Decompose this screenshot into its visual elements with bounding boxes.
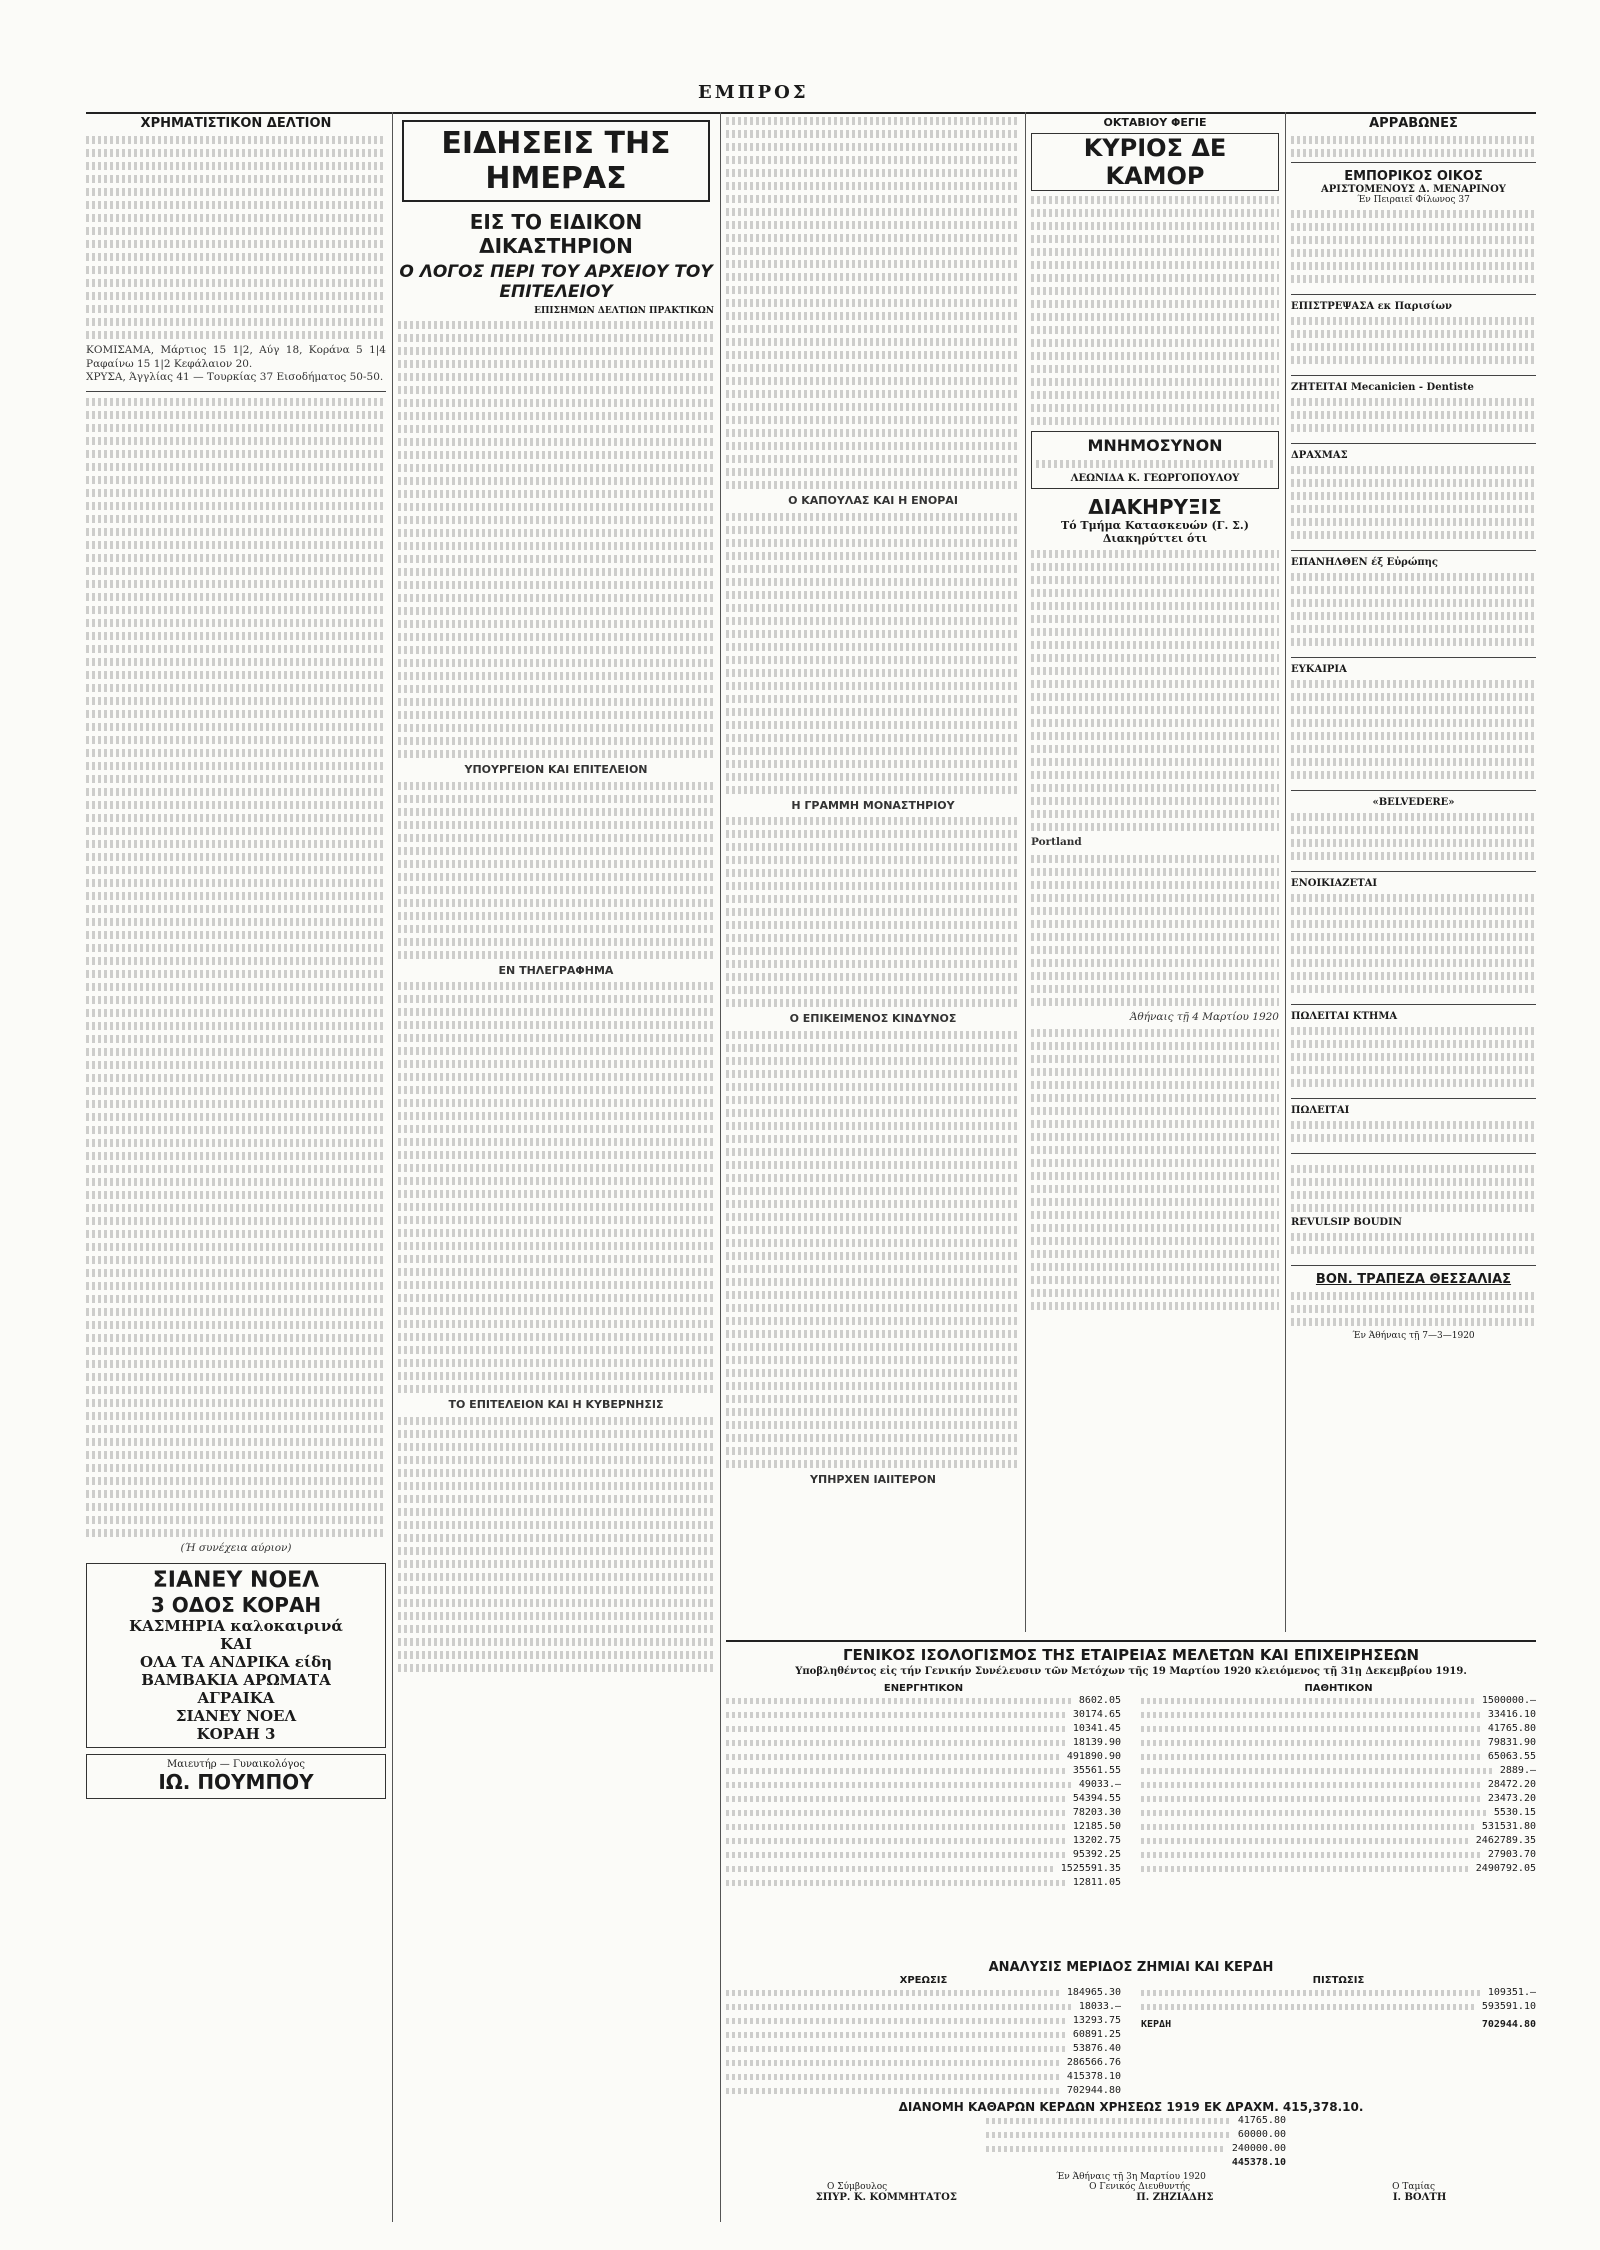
- liability-row: [1141, 1806, 1536, 1820]
- ad-estate: [1291, 1004, 1536, 1098]
- amount: 531531.80: [1481, 1821, 1536, 1832]
- subheading: Η ΓΡΑΜΜΗ ΜΟΝΑΣΤΗΡΙΟΥ: [791, 798, 955, 812]
- asset-row: [726, 1694, 1121, 1708]
- amount: 27903.70: [1487, 1849, 1536, 1860]
- subheading: ΕΝ ΤΗΛΕΓΡΑΦΗΜΑ: [498, 963, 614, 977]
- credit-row: [1141, 2000, 1536, 2014]
- signature-name: Π. ΖΗΖΙΑΔΗΣ: [1136, 2192, 1214, 2203]
- amount: 12185.50: [1072, 1821, 1121, 1832]
- cement-word: Portland: [1031, 836, 1082, 848]
- liabilities-list: [1141, 1694, 1536, 1876]
- amount: 593591.10: [1481, 2001, 1536, 2012]
- debit-row: [726, 1986, 1121, 2000]
- asset-row: [726, 1736, 1121, 1750]
- subheading: ΥΠΗΡΧΕΝ ΙΑΙΙΤΕΡΟΝ: [810, 1472, 936, 1486]
- signature-role: Ο Σύμβουλος: [826, 2182, 888, 2192]
- article-text: [86, 398, 386, 1556]
- amount: 60000.00: [1237, 2129, 1286, 2140]
- asset-row: [726, 1834, 1121, 1848]
- amount: 702944.80: [1066, 2085, 1121, 2096]
- ad-doctor: [86, 1754, 386, 1799]
- distribution-list: [986, 2114, 1286, 2156]
- amount: 60891.25: [1072, 2029, 1121, 2040]
- feuilleton-author: ΟΚΤΑΒΙΟΥ ΦΕΓΙΕ: [1103, 116, 1207, 129]
- asset-row: [726, 1764, 1121, 1778]
- balance-title: ΓΕΝΙΚΟΣ ΙΣΟΛΟΓΙΣΜΟΣ ΤΗΣ ΕΤΑΙΡΕΙΑΣ ΜΕΛΕΤΩΝ ΚΑΙ ΕΠΙΧΕΙΡΗΣΕΩΝ: [842, 1646, 1420, 1664]
- liability-row: [1141, 1862, 1536, 1876]
- liability-row: [1141, 1820, 1536, 1834]
- credit-label: ΠΙΣΤΩΣΙΣ: [1312, 1975, 1365, 1986]
- debit-label: ΧΡΕΩΣΙΣ: [899, 1975, 948, 1986]
- asset-row: [726, 1722, 1121, 1736]
- amount: 53876.40: [1072, 2043, 1121, 2054]
- ad-text: ΔΡΑΧΜΑΣ: [1291, 450, 1348, 461]
- amount: 240000.00: [1231, 2143, 1286, 2154]
- balance-subtitle: Υποβληθέντος εἰς τήν Γενικήν Συνέλευσιν τῶν Μετόχων τῆς 19 Μαρτίου 1920 κλειόμενος τῇ 31ῃ Δεκεμβρίου 1919.: [795, 1666, 1467, 1677]
- asset-row: [726, 1708, 1121, 1722]
- ad-line: ΚΑΣΜΗΡΙΑ καλοκαιρινά: [129, 1617, 343, 1636]
- subheading: Ο ΚΑΠΟΥΛΑΣ ΚΑΙ Η ΕΝΟΡΑΙ: [788, 494, 958, 507]
- distribution: [726, 2100, 1536, 2230]
- amount: 286566.76: [1066, 2057, 1121, 2068]
- ad-sianey-noel: [86, 1563, 386, 1748]
- amount: 35561.55: [1072, 1765, 1121, 1776]
- masthead-title: ΕΜΠΡΟΣ: [690, 82, 817, 103]
- bank-title: ΒΟΝ. ΤΡΑΠΕΖΑ ΘΕΣΣΑΛΙΑΣ: [1315, 1272, 1512, 1287]
- amount: 5530.15: [1493, 1807, 1536, 1818]
- ad-opportunity: [1291, 657, 1536, 790]
- declaration-date: Άθήναις τῇ 4 Μαρτίου 1920: [1129, 1010, 1279, 1023]
- amount: 65063.55: [1487, 1751, 1536, 1762]
- subheading: ΤΟ ΕΠΙΤΕΛΕΙΟΝ ΚΑΙ Η ΚΥΒΕΡΝΗΣΙΣ: [448, 1398, 664, 1412]
- ad-text: ΖΗΤΕΙΤΑΙ Mecanicien - Dentiste: [1291, 382, 1474, 393]
- amount: 49033.—: [1078, 1779, 1121, 1790]
- news-body: [398, 321, 714, 1672]
- amount: 2889.—: [1499, 1765, 1536, 1776]
- column-divider: [720, 112, 721, 2222]
- liability-row: [1141, 1778, 1536, 1792]
- amount: 78203.30: [1072, 1807, 1121, 1818]
- amount: 54394.55: [1072, 1793, 1121, 1804]
- liability-row: [1141, 1736, 1536, 1750]
- memorial-name: ΛΕΩΝΙΔΑ Κ. ΓΕΩΡΓΟΠΟΥΛΟΥ: [1070, 473, 1240, 484]
- ad-text: ΕΥΚΑΙΡΙΑ: [1291, 664, 1347, 675]
- amount: 1500000.—: [1481, 1695, 1536, 1706]
- amount: 8602.05: [1078, 1695, 1121, 1706]
- ad-doctor-line: Μαιευτήρ — Γυναικολόγος: [167, 1759, 305, 1771]
- ad-line: ΚΟΡΑΗ 3: [196, 1725, 276, 1744]
- feuilleton-body: [1031, 196, 1279, 425]
- column-divider: [1025, 112, 1026, 1632]
- signature-name: Ι. ΒΟΛΤΗ: [1392, 2192, 1447, 2203]
- news-continued-body: [726, 117, 1020, 1486]
- ad-doctor-name: ΙΩ. ΠΟΥΜΠΟΥ: [158, 1770, 314, 1795]
- declaration: [1031, 495, 1279, 545]
- liability-row: [1141, 1708, 1536, 1722]
- ad-text: «BELVEDERE»: [1372, 797, 1455, 808]
- credit-list: [1141, 1986, 1536, 2014]
- ad-rent: [1291, 871, 1536, 1004]
- ad-text: ΠΩΛΕΙΤΑΙ: [1291, 1105, 1350, 1116]
- trade-house-title: ΕΜΠΟΡΙΚΟΣ ΟΙΚΟΣ: [1344, 169, 1483, 184]
- debit-row: [726, 2000, 1121, 2014]
- column-divider: [1285, 112, 1286, 1632]
- ad-text: ΕΠΙΣΤΡΕΨΑΣΑ εκ Παρισίων: [1291, 301, 1452, 312]
- bank-date: Έν Άθήναις τῇ 7—3—1920: [1352, 1331, 1475, 1341]
- ad-line: ΟΛΑ ΤΑ ΑΝΔΡΙΚΑ είδη: [139, 1653, 333, 1672]
- amount: 30174.65: [1072, 1709, 1121, 1720]
- ad-line: ΑΓΡΑΙΚΑ: [197, 1689, 275, 1708]
- distribution-title: ΔΙΑΝΟΜΗ ΚΑΘΑΡΩΝ ΚΕΡΔΩΝ ΧΡΗΣΕΩΣ 1919 ΕΚ ΔΡΑΧΜ. 415,378.10.: [898, 2100, 1364, 2114]
- profit-label: ΚΕΡΔΗ: [1141, 2019, 1172, 2030]
- trade-house-address: Έν Πειραιεῖ Φίλωνος 37: [1357, 195, 1470, 205]
- ad-sale: [1291, 1098, 1536, 1153]
- footer-date: Έν Άθήναις τῇ 3η Μαρτίου 1920: [1056, 2172, 1206, 2182]
- amount: 18139.90: [1072, 1737, 1121, 1748]
- pl-title: ΑΝΑΛΥΣΙΣ ΜΕΡΙΔΟΣ ΖΗΜΙΑΙ ΚΑΙ ΚΕΡΔΗ: [988, 1960, 1274, 1975]
- liabilities-label: ΠΑΘΗΤΙΚΟΝ: [1304, 1683, 1373, 1694]
- amount: 10341.45: [1072, 1723, 1121, 1734]
- classified-engagements: ΑΡΡΑΒΩΝΕΣ: [1369, 116, 1458, 131]
- amount: 13293.75: [1072, 2015, 1121, 2026]
- debit-row: [726, 2056, 1121, 2070]
- debit-row: [726, 2070, 1121, 2084]
- distribution-total: 445378.10: [1231, 2157, 1286, 2168]
- debit-row: [726, 2084, 1121, 2098]
- distribution-row: [986, 2128, 1286, 2142]
- amount: 13202.75: [1072, 1835, 1121, 1846]
- asset-row: [726, 1820, 1121, 1834]
- ad-dentist: [1291, 375, 1536, 443]
- ad-text: ΕΝΟΙΚΙΑΖΕΤΑΙ: [1291, 878, 1378, 889]
- ad-revulsip: [1291, 1153, 1536, 1265]
- amount: 95392.25: [1072, 1849, 1121, 1860]
- amount: 2462789.35: [1475, 1835, 1536, 1846]
- declaration-body: [1031, 550, 1279, 1310]
- ad-text: ΕΠΑΝΗΛΘΕΝ έξ Εὐρώπης: [1291, 557, 1439, 568]
- ad-drachmas: [1291, 443, 1536, 550]
- amount: 79831.90: [1487, 1737, 1536, 1748]
- amount: 18033.—: [1078, 2001, 1121, 2012]
- amount: 23473.20: [1487, 1793, 1536, 1804]
- signature-role: Ο Ταμίας: [1392, 2182, 1435, 2192]
- ad-text: ΠΩΛΕΙΤΑΙ ΚΤΗΜΑ: [1291, 1011, 1398, 1022]
- news-banner: [402, 120, 710, 202]
- amount: 109351.—: [1487, 1987, 1536, 1998]
- ad-bank: [1291, 1265, 1536, 1347]
- amount: 41765.80: [1237, 2115, 1286, 2126]
- amount: 1525591.35: [1060, 1863, 1121, 1874]
- ad-line: ΒΑΜΒΑΚΙΑ ΑΡΩΜΑΤΑ: [141, 1671, 331, 1690]
- ad-trade-house: [1291, 162, 1536, 294]
- market-note: ΚΟΜΙΣΑΜΑ, Μάρτιος 15 1|2, Αύγ 18, Κοράνα 5 1|4 Ραφαίνω 15 1|2 Κεφάλαιον 20.: [86, 344, 386, 370]
- asset-row: [726, 1792, 1121, 1806]
- column-classifieds: [1291, 112, 1536, 1632]
- column-finance: [86, 112, 386, 2222]
- amount: 2490792.05: [1475, 1863, 1536, 1874]
- debit-row: [726, 2042, 1121, 2056]
- asset-row: [726, 1876, 1121, 1890]
- ad-returned: [1291, 294, 1536, 375]
- asset-row: [726, 1862, 1121, 1876]
- finance-body: [86, 136, 386, 385]
- ad-address: 3 ΟΔΟΣ ΚΟΡΑΗ: [150, 1593, 322, 1618]
- amount: 184965.30: [1066, 1987, 1121, 1998]
- memorial-notice: [1031, 431, 1279, 489]
- amount: 415378.10: [1066, 2071, 1121, 2082]
- ad-belvedere: [1291, 790, 1536, 871]
- ad-line: ΣΙΑΝΕΥ ΝΟΕΛ: [175, 1707, 297, 1726]
- memorial-title: ΜΝΗΜΟΣΥΝΟΝ: [1087, 436, 1223, 455]
- ad-returned-europe: [1291, 550, 1536, 657]
- ad-line: ΚΑΙ: [220, 1635, 252, 1654]
- column-news: [398, 112, 714, 2222]
- asset-row: [726, 1778, 1121, 1792]
- column-divider: [392, 112, 393, 2222]
- asset-row: [726, 1806, 1121, 1820]
- feuilleton-title: ΚΥΡΙΟΣ ΔΕ ΚΑΜΟΡ: [1031, 133, 1279, 191]
- amount: 491890.90: [1066, 1751, 1121, 1762]
- declaration-sub: Τό Τμήμα Κατασκευών (Γ. Σ.) Διακηρύττει ότι: [1061, 519, 1249, 545]
- ad-title: ΣΙΑΝΕΥ ΝΟΕΛ: [152, 1568, 320, 1594]
- asset-row: [726, 1750, 1121, 1764]
- continuation-note: (Ή συνέχεια αύριον): [180, 1541, 292, 1554]
- liability-row: [1141, 1764, 1536, 1778]
- trade-house-owner: ΑΡΙΣΤΟΜΕΝΟΥΣ Δ. ΜΕΝΑΡΙΝΟΥ: [1321, 184, 1506, 195]
- debit-row: [726, 2028, 1121, 2042]
- liability-row: [1141, 1750, 1536, 1764]
- byline: ΕΠΙΣΗΜΩΝ ΔΕΛΤΙΩΝ ΠΡΑΚΤΙΚΩΝ: [534, 306, 714, 316]
- debit-list: [726, 1986, 1121, 2098]
- liability-row: [1141, 1848, 1536, 1862]
- news-banner-title: ΕΙΔΗΣΕΙΣ ΤΗΣ ΗΜΕΡΑΣ: [441, 126, 671, 196]
- credit-row: [1141, 1986, 1536, 2000]
- amount: 28472.20: [1487, 1779, 1536, 1790]
- asset-row: [726, 1848, 1121, 1862]
- profit-total: 702944.80: [1481, 2019, 1536, 2030]
- finance-heading: ΧΡΗΜΑΤΙΣΤΙΚΟΝ ΔΕΛΤΙΟΝ: [140, 116, 332, 131]
- amount: 41765.80: [1487, 1723, 1536, 1734]
- debit-row: [726, 2014, 1121, 2028]
- assets-column: [726, 1683, 1121, 1890]
- liability-row: [1141, 1834, 1536, 1848]
- liability-row: [1141, 1792, 1536, 1806]
- assets-label: ΕΝΕΡΓΗΤΙΚΟΝ: [883, 1683, 964, 1694]
- amount: 12811.05: [1072, 1877, 1121, 1888]
- assets-list: [726, 1694, 1121, 1890]
- distribution-row: [986, 2114, 1286, 2128]
- liabilities-column: [1141, 1683, 1536, 1890]
- headline-court: ΕΙΣ ΤΟ ΕΙΔΙΚΟΝ ΔΙΚΑΣΤΗΡΙΟΝ: [469, 210, 643, 258]
- declaration-title: ΔΙΑΚΗΡΥΞΙΣ: [1088, 495, 1222, 519]
- distribution-row: [986, 2142, 1286, 2156]
- liability-row: [1141, 1722, 1536, 1736]
- subheading: ΥΠΟΥΡΓΕΙΟΝ ΚΑΙ ΕΠΙΤΕΛΕΙΟΝ: [464, 763, 648, 776]
- ad-text: REVULSIP BOUDIN: [1291, 1217, 1402, 1228]
- signature-name: ΣΠΥΡ. Κ. ΚΟΜΜΗΤΑΤΟΣ: [815, 2192, 957, 2203]
- amount: 33416.10: [1487, 1709, 1536, 1720]
- subheading: Ο ΕΠΙΚΕΙΜΕΝΟΣ ΚΙΝΔΥΝΟΣ: [789, 1012, 957, 1026]
- column-feuilleton: [1031, 112, 1279, 1632]
- gold-note: ΧΡΥΣΑ, Άγγλίας 41 — Τουρκίας 37 Εισοδήματος 50-50.: [86, 371, 384, 384]
- signature-role: Ο Γενικός Διευθυντής: [1089, 2182, 1191, 2192]
- headline-archive: Ο ΛΟΓΟΣ ΠΕΡΙ ΤΟΥ ΑΡΧΕΙΟΥ ΤΟΥ ΕΠΙΤΕΛΕΙΟΥ: [399, 262, 713, 302]
- liability-row: [1141, 1694, 1536, 1708]
